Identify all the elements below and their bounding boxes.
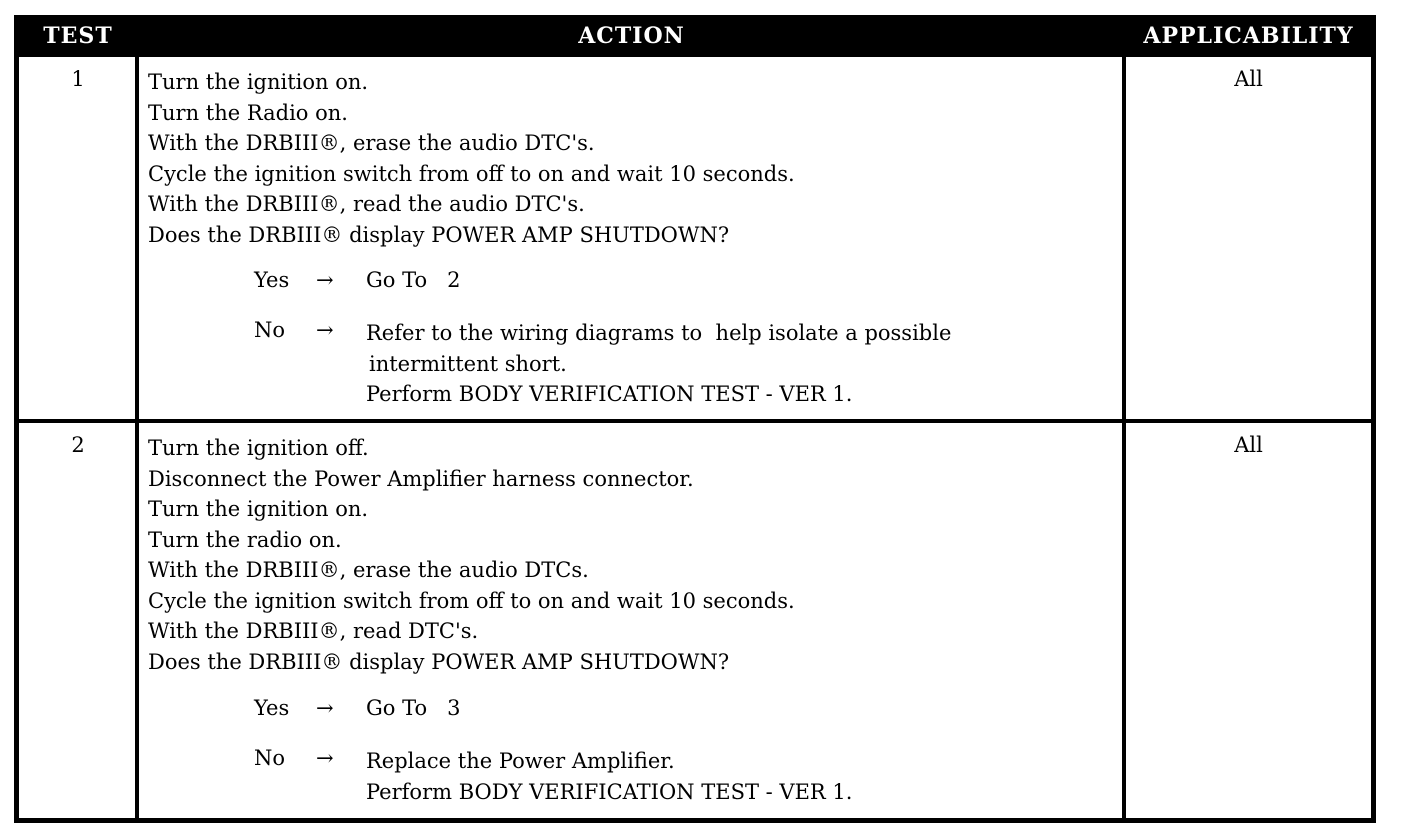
- right-arrow-icon: →: [316, 746, 334, 770]
- no-result-line: Replace the Power Amplifier.: [366, 749, 675, 773]
- action-step: Cycle the ignition switch from off to on and wait 10 seconds.: [148, 161, 795, 186]
- action-cell: [148, 433, 853, 808]
- no-result: [366, 746, 852, 807]
- header-action: ACTION: [578, 23, 685, 49]
- action-step: Does the DRBIII® display POWER AMP SHUTDOWN?: [148, 222, 730, 247]
- no-branch: [148, 746, 853, 808]
- test-number: 2: [71, 433, 85, 457]
- no-result-line: intermittent short.: [369, 351, 567, 376]
- right-arrow-icon: →: [316, 318, 334, 342]
- no-result-line: Perform BODY VERIFICATION TEST - VER 1.: [366, 382, 853, 406]
- yes-result: Go To 2: [366, 268, 461, 292]
- header-test: TEST: [43, 23, 113, 49]
- yes-label: Yes: [254, 696, 290, 720]
- no-result: [366, 318, 951, 410]
- table-row: [19, 57, 1371, 419]
- action-step: With the DRBIII®, read DTC's.: [148, 619, 479, 643]
- table-header: [19, 15, 1371, 57]
- action-step: Turn the ignition on.: [148, 497, 369, 521]
- action-step: Turn the ignition on.: [148, 70, 369, 94]
- action-cell: [148, 67, 952, 410]
- action-step: Disconnect the Power Amplifier harness connector.: [148, 466, 694, 491]
- action-step: Turn the ignition off.: [148, 436, 369, 460]
- right-arrow-icon: →: [316, 268, 334, 292]
- no-label: No: [254, 318, 286, 342]
- header-applicability: APPLICABILITY: [1143, 23, 1354, 49]
- table-row: [19, 423, 1371, 818]
- yes-branch: [148, 268, 795, 298]
- action-step: Turn the radio on.: [148, 527, 342, 552]
- action-step: With the DRBIII®, read the audio DTC's.: [148, 192, 585, 216]
- action-step: Cycle the ignition switch from off to on and wait 10 seconds.: [148, 588, 795, 613]
- no-result-line: Perform BODY VERIFICATION TEST - VER 1.: [366, 779, 853, 804]
- applicability-value: All: [1234, 433, 1263, 457]
- action-step: Turn the Radio on.: [148, 100, 348, 125]
- right-arrow-icon: →: [316, 696, 334, 720]
- no-branch: [148, 318, 952, 410]
- yes-result: Go To 3: [366, 696, 461, 720]
- yes-branch: [148, 696, 795, 726]
- action-step: Does the DRBIII® display POWER AMP SHUTDOWN?: [148, 649, 730, 674]
- no-label: No: [254, 746, 286, 770]
- no-result-line: Refer to the wiring diagrams to help isolate a possible: [366, 321, 952, 345]
- test-number: 1: [71, 67, 85, 91]
- action-step: With the DRBIII®, erase the audio DTCs.: [148, 558, 589, 582]
- action-step: With the DRBIII®, erase the audio DTC's.: [148, 131, 595, 155]
- applicability-value: All: [1234, 67, 1263, 91]
- diagnostic-test-table: [14, 15, 1376, 823]
- yes-label: Yes: [254, 268, 290, 292]
